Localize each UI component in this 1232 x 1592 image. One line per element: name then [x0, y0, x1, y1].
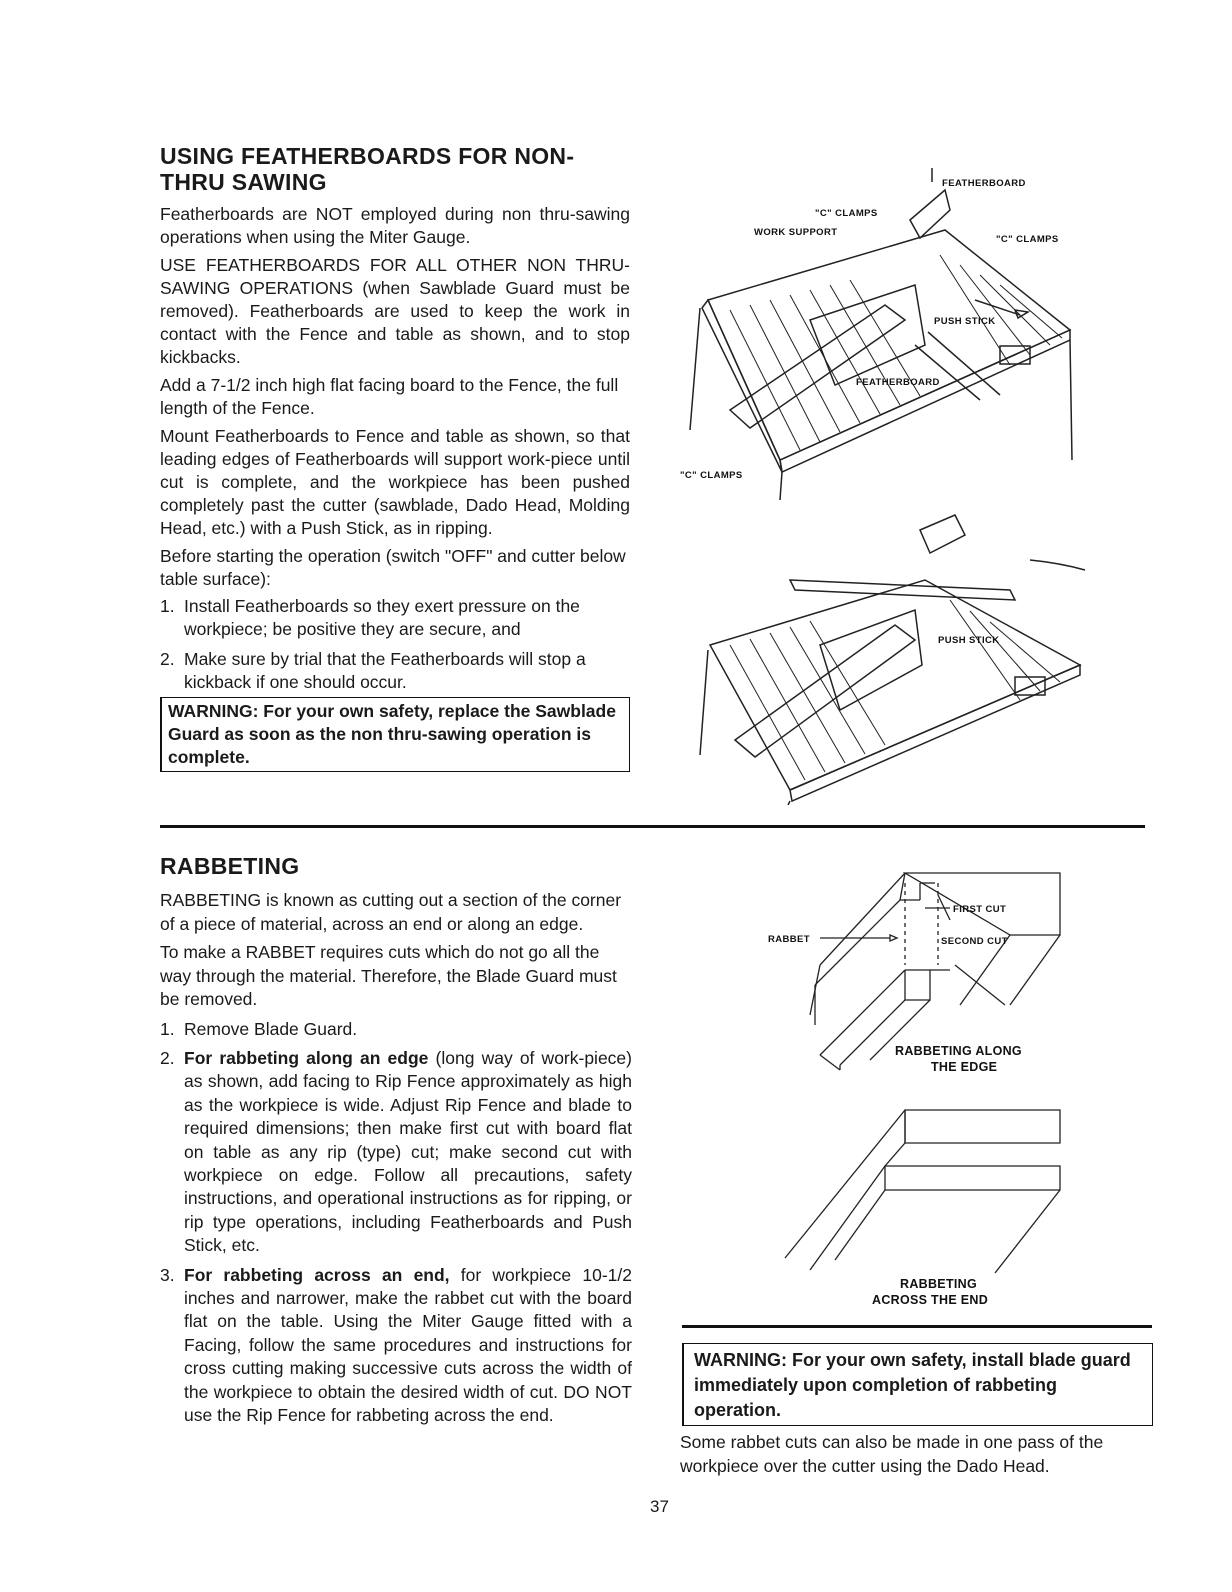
saw-table-illustration — [690, 168, 1072, 500]
label-push-stick: PUSH STICK — [938, 635, 1000, 646]
label-featherboard-top: FEATHERBOARD — [942, 178, 1026, 189]
list-item — [160, 648, 630, 695]
caption-rabbeting-along: RABBETING ALONG — [895, 1044, 1022, 1058]
rabbeting-note: Some rabbet cuts can also be made in one pass of the workpiece over the cutter using the Dado Head. — [680, 1432, 1104, 1476]
rabbeting-p1: RABBETING is known as cutting out a section of the corner of a piece of material, across an end or along an edge. — [160, 890, 622, 934]
featherboards-p3: Add a 7-1/2 inch high flat facing board to the Fence, the full length of the Fence. — [160, 375, 619, 418]
board-illustration — [810, 873, 1060, 1070]
featherboard-setup-figure — [670, 160, 1090, 500]
board-illustration — [785, 1110, 1060, 1273]
rabbeting-across-end-diagram — [780, 1108, 1080, 1308]
featherboards-warning — [160, 697, 630, 772]
saw-table-illustration — [700, 515, 1085, 805]
label-work-support: WORK SUPPORT — [754, 227, 838, 238]
rabbeting-along-edge-diagram — [760, 865, 1080, 1080]
step-heading: For rabbeting along an edge — [184, 1047, 429, 1068]
label-c-clamps-left: "C" CLAMPS — [680, 470, 743, 481]
step-text: for workpiece 10-1/2 inches and narrower, make the rabbet cut with the board flat on the table. Using the Miter Gauge fitted with a Facing, follow the same procedures and instructions for cross cutting making successive cuts across the width of the workpiece to obtain the desired width of cut. DO NOT use the Rip Fence for rabbeting across the end. — [184, 1264, 632, 1425]
step-number: 1. — [160, 1018, 175, 1039]
featherboards-title-line2: THRU SAWING — [160, 169, 327, 195]
step-number: 2. — [160, 648, 175, 669]
step-heading: For rabbeting across an end, — [184, 1264, 450, 1285]
step-number: 2. — [160, 1047, 175, 1068]
list-item — [160, 1047, 632, 1258]
rabbeting-title: RABBETING — [160, 853, 300, 879]
label-second-cut: SECOND CUT — [941, 936, 1008, 947]
step-text: Remove Blade Guard. — [184, 1018, 358, 1039]
featherboards-section — [160, 143, 630, 772]
label-first-cut: FIRST CUT — [953, 904, 1007, 915]
rabbeting-p2: To make a RABBET requires cuts which do not go all the way through the material. Therefore, the Blade Guard must be removed. — [160, 942, 617, 1009]
step-text: Install Featherboards so they exert pressure on the workpiece; be positive they are secure, and — [184, 596, 580, 640]
label-featherboard-mid: FEATHERBOARD — [856, 377, 940, 388]
step-number: 1. — [160, 596, 175, 616]
list-item — [160, 595, 630, 642]
rabbeting-steps — [160, 1018, 632, 1428]
label-c-clamps-top: "C" CLAMPS — [815, 208, 878, 219]
caption-the-edge: THE EDGE — [931, 1060, 998, 1074]
section-divider — [160, 825, 1145, 828]
label-c-clamps-right: "C" CLAMPS — [996, 234, 1059, 245]
label-rabbet: RABBET — [768, 934, 810, 945]
label-push-stick: PUSH STICK — [934, 316, 996, 327]
featherboards-p4: Mount Featherboards to Fence and table as shown, so that leading edges of Featherboards will support work-piece until cut is complete, and the workpiece has been pushed completely past the cutter (sawblade, Dado Head, Molding Head, etc.) with a Push Stick, as in ripping. — [160, 426, 630, 538]
list-item — [160, 1264, 632, 1428]
caption-across-the-end: ACROSS THE END — [872, 1293, 989, 1307]
featherboards-title-line1: USING FEATHERBOARDS FOR NON- — [160, 143, 575, 169]
featherboards-title — [160, 143, 630, 195]
rabbeting-section — [160, 853, 632, 1433]
featherboards-p1: Featherboards are NOT employed during non thru-sawing operations when using the Miter Gauge. — [160, 204, 630, 247]
featherboards-p5: Before starting the operation (switch "OFF" and cutter below table surface): — [160, 546, 626, 589]
page-number: 37 — [650, 1497, 669, 1516]
warning-divider — [682, 1325, 1152, 1328]
list-item — [160, 1018, 632, 1041]
featherboards-p2: USE FEATHERBOARDS FOR ALL OTHER NON THRU-SAWING OPERATIONS (when Sawblade Guard must be removed). Featherboards are used to keep the work in contact with the Fence and table as shown, and to stop kickbacks. — [160, 255, 630, 367]
step-number: 3. — [160, 1264, 175, 1285]
warning-text: WARNING: For your own safety, replace the Sawblade Guard as soon as the non thru-sawing operation is complete. — [168, 700, 616, 767]
featherboards-steps — [160, 595, 630, 695]
warning-text: WARNING: For your own safety, install blade guard immediately upon completion of rabbeting operation. — [694, 1350, 1131, 1420]
rabbeting-warning — [682, 1343, 1153, 1426]
step-text: (long way of work-piece) as shown, add facing to Rip Fence approximately as high as the workpiece is wide. Adjust Rip Fence and blade to required dimensions; then make first cut with board flat on table as any rip (type) cut; make second cut with workpiece on edge. Follow all precautions, safety instructions, and operational instructions as for ripping, or rip type operations, including Featherboards and Push Stick, etc. — [184, 1047, 632, 1256]
caption-rabbeting: RABBETING — [900, 1277, 978, 1291]
step-text: Make sure by trial that the Featherboards will stop a kickback if one should occur. — [184, 648, 586, 693]
featherboard-pushstick-figure — [690, 505, 1100, 805]
